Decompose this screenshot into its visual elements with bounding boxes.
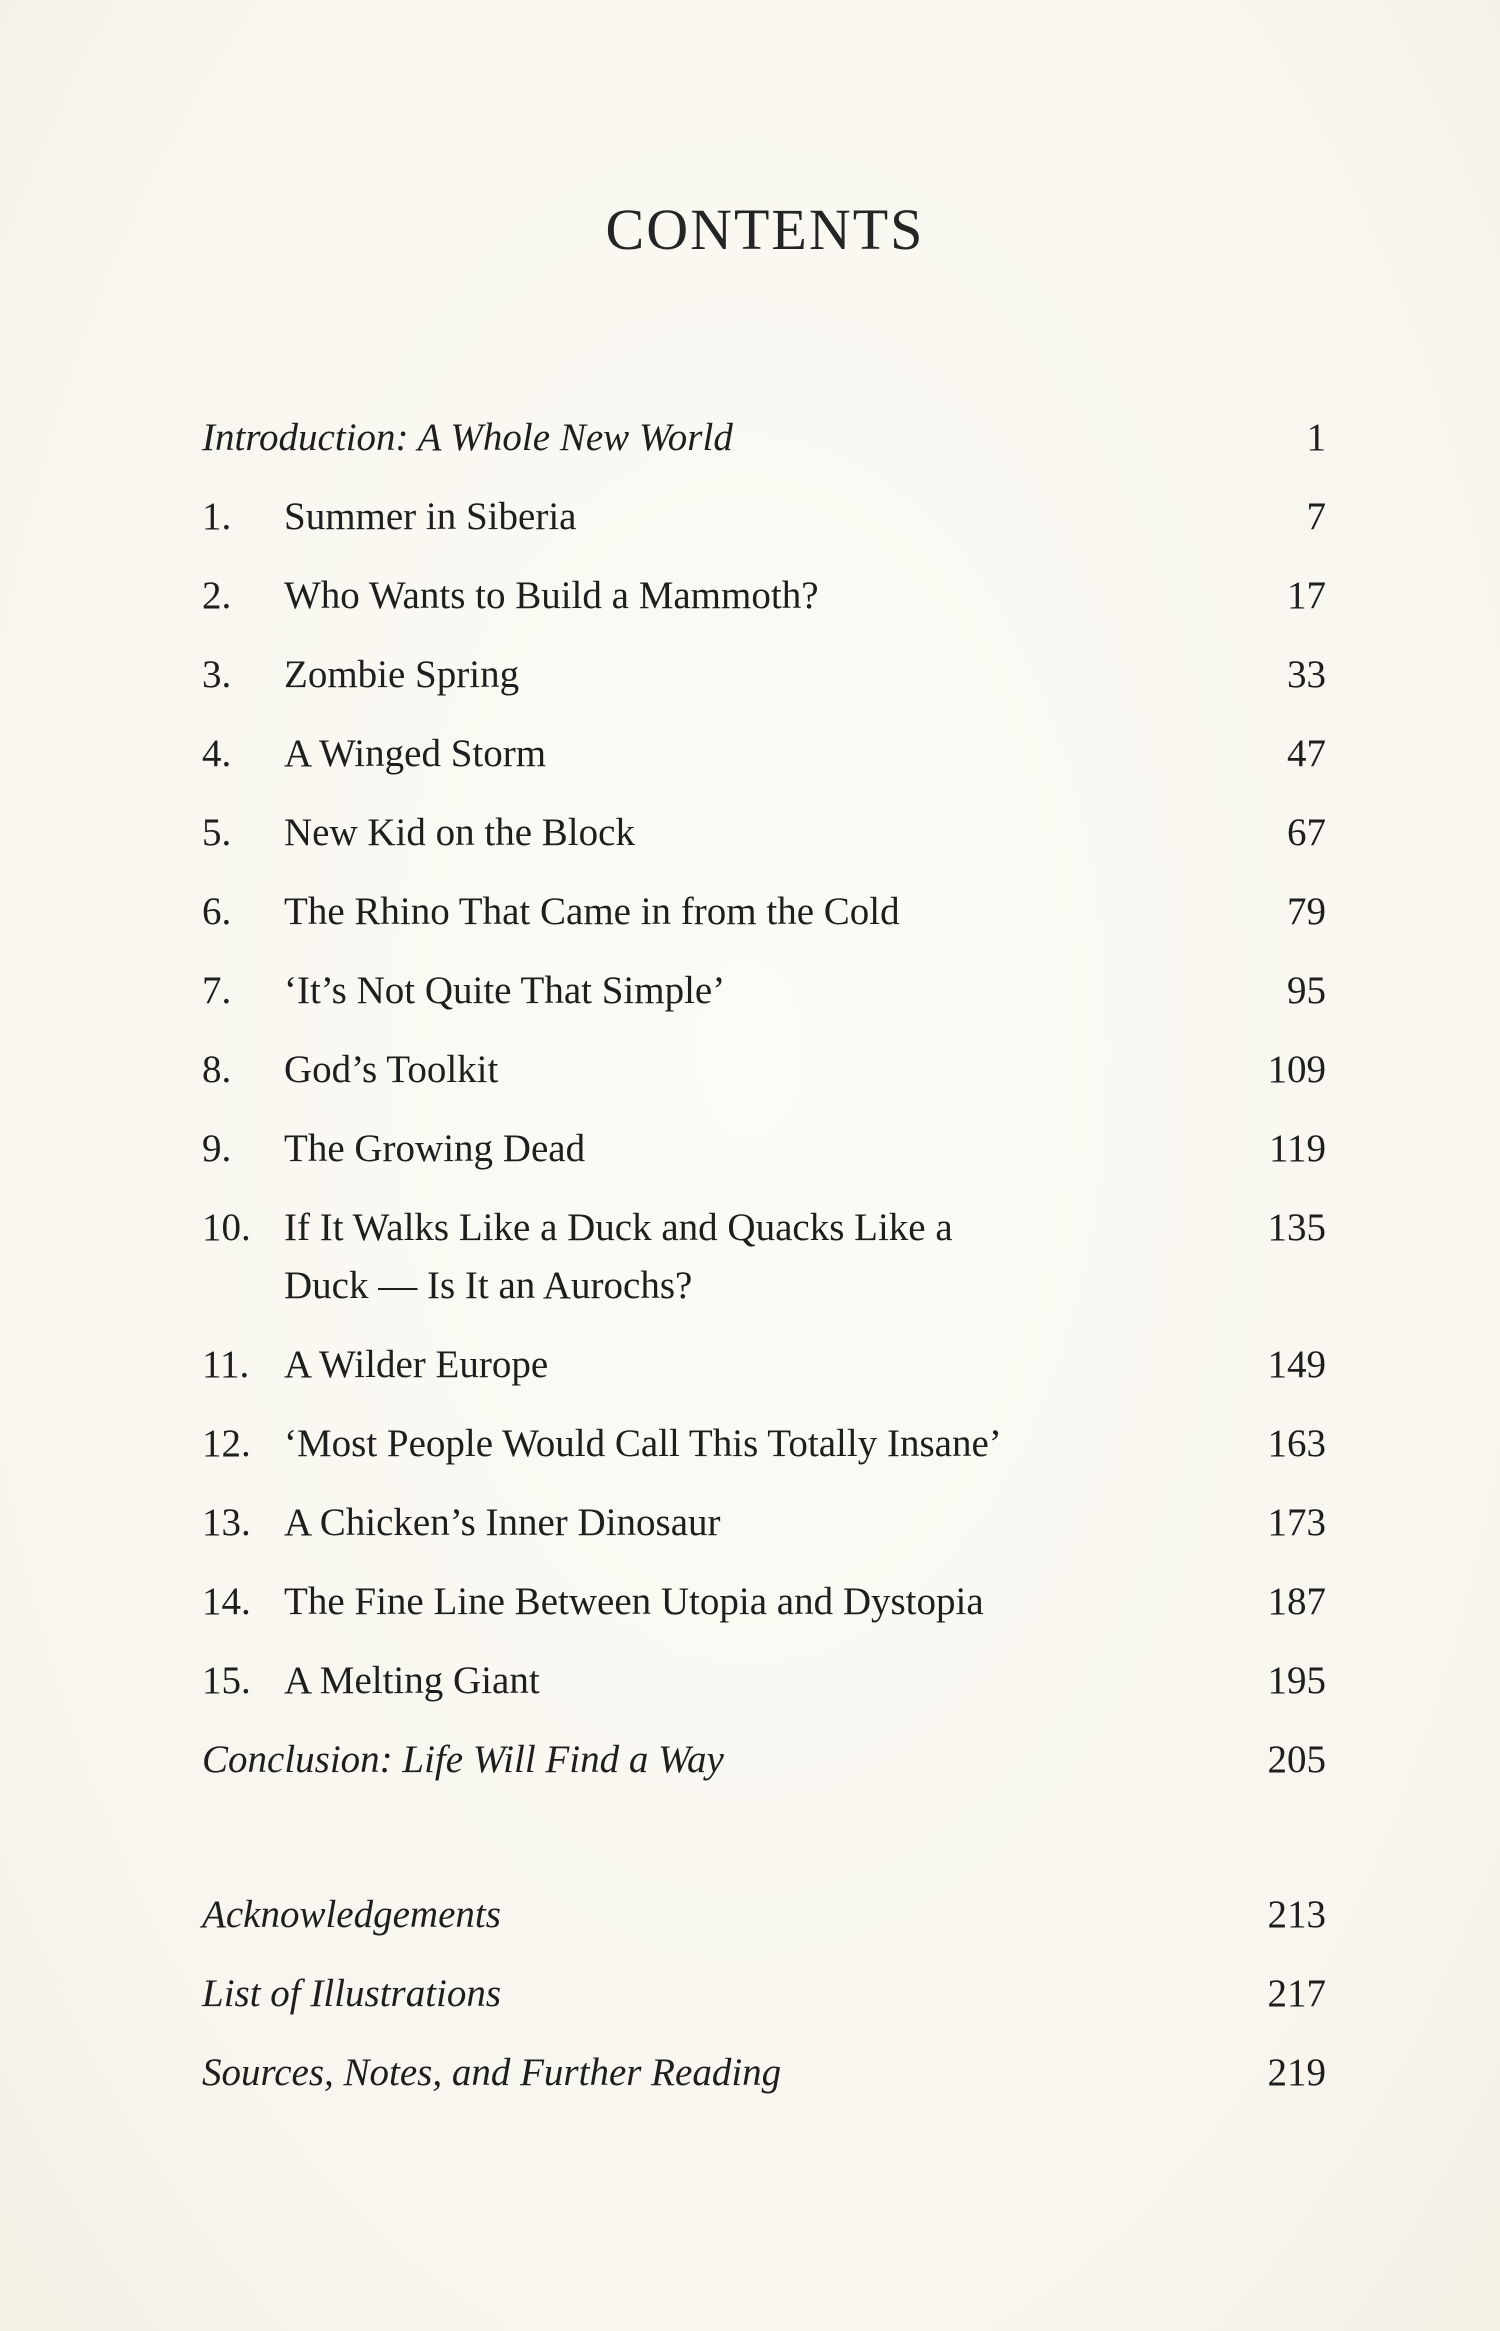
toc-entry-page: 195 [1267,1659,1326,1702]
toc-entry-number: 4. [202,732,232,775]
toc-entry-number: 15. [202,1659,251,1702]
toc-entry-page: 47 [1287,732,1326,775]
toc-entry-label: A Melting Giant [284,1659,540,1702]
toc-entry-label-line-2: Duck — Is It an Aurochs? [284,1264,693,1307]
toc-entry-page: 163 [1267,1422,1326,1465]
page-title: CONTENTS [605,197,925,262]
toc-entry-label: If It Walks Like a Duck and Quacks Like a [284,1206,953,1249]
toc-entry-page: 109 [1267,1048,1326,1091]
toc-entry-number: 12. [202,1422,251,1465]
toc-entry-page: 135 [1267,1206,1326,1249]
toc-entry-number: 5. [202,811,232,854]
toc-entry-label: Sources, Notes, and Further Reading [202,2051,782,2094]
toc-entry-label: New Kid on the Block [284,811,635,854]
toc-entry-label: Introduction: A Whole New World [202,416,733,459]
toc-entry-page: 219 [1267,2051,1326,2094]
toc-entry-page: 7 [1306,495,1326,538]
toc-entry-number: 1. [202,495,232,538]
toc-entry-label: Zombie Spring [284,653,520,696]
toc-entry-number: 3. [202,653,232,696]
toc-entry-page: 213 [1267,1893,1326,1936]
toc-entry-label: Summer in Siberia [284,495,577,538]
toc-entry-page: 149 [1267,1343,1326,1386]
toc-entry-label: A Winged Storm [284,732,547,775]
toc-entry-label: A Chicken’s Inner Dinosaur [284,1501,721,1544]
toc-entry-page: 67 [1287,811,1326,854]
toc-entry-label: The Rhino That Came in from the Cold [284,890,900,933]
toc-entry-label: The Fine Line Between Utopia and Dystopia [284,1580,984,1623]
toc-entry-page: 1 [1306,416,1326,459]
toc-entry-label: ‘It’s Not Quite That Simple’ [284,969,726,1012]
toc-entry-page: 217 [1267,1972,1326,2015]
toc-entry-page: 17 [1287,574,1326,617]
toc-entry-number: 11. [202,1343,250,1386]
toc-entry-number: 2. [202,574,232,617]
toc-entry-number: 10. [202,1206,251,1249]
toc-entry-page: 79 [1287,890,1326,933]
toc-entry-label: ‘Most People Would Call This Totally Insane’ [284,1422,1002,1465]
toc-entry-page: 205 [1267,1738,1326,1781]
toc-entry-number: 9. [202,1127,232,1170]
toc-entry-label: List of Illustrations [202,1972,502,2015]
toc-entry-page: 119 [1268,1127,1326,1170]
toc-entry-label: A Wilder Europe [284,1343,549,1386]
toc-entry-number: 6. [202,890,232,933]
toc-entry-number: 14. [202,1580,251,1623]
toc-entry-page: 187 [1267,1580,1326,1623]
toc-entry-number: 7. [202,969,232,1012]
toc-entry-label: God’s Toolkit [284,1048,499,1091]
toc-entry-label: Acknowledgements [202,1893,501,1936]
toc-entry-page: 173 [1267,1501,1326,1544]
toc-entry-number: 8. [202,1048,232,1091]
toc-entry-page: 95 [1287,969,1326,1012]
toc-entry-page: 33 [1287,653,1326,696]
toc-entry-label: Conclusion: Life Will Find a Way [202,1738,724,1781]
toc-entry-label: Who Wants to Build a Mammoth? [284,574,819,617]
toc-entry-number: 13. [202,1501,251,1544]
toc-entry-label: The Growing Dead [284,1127,586,1170]
